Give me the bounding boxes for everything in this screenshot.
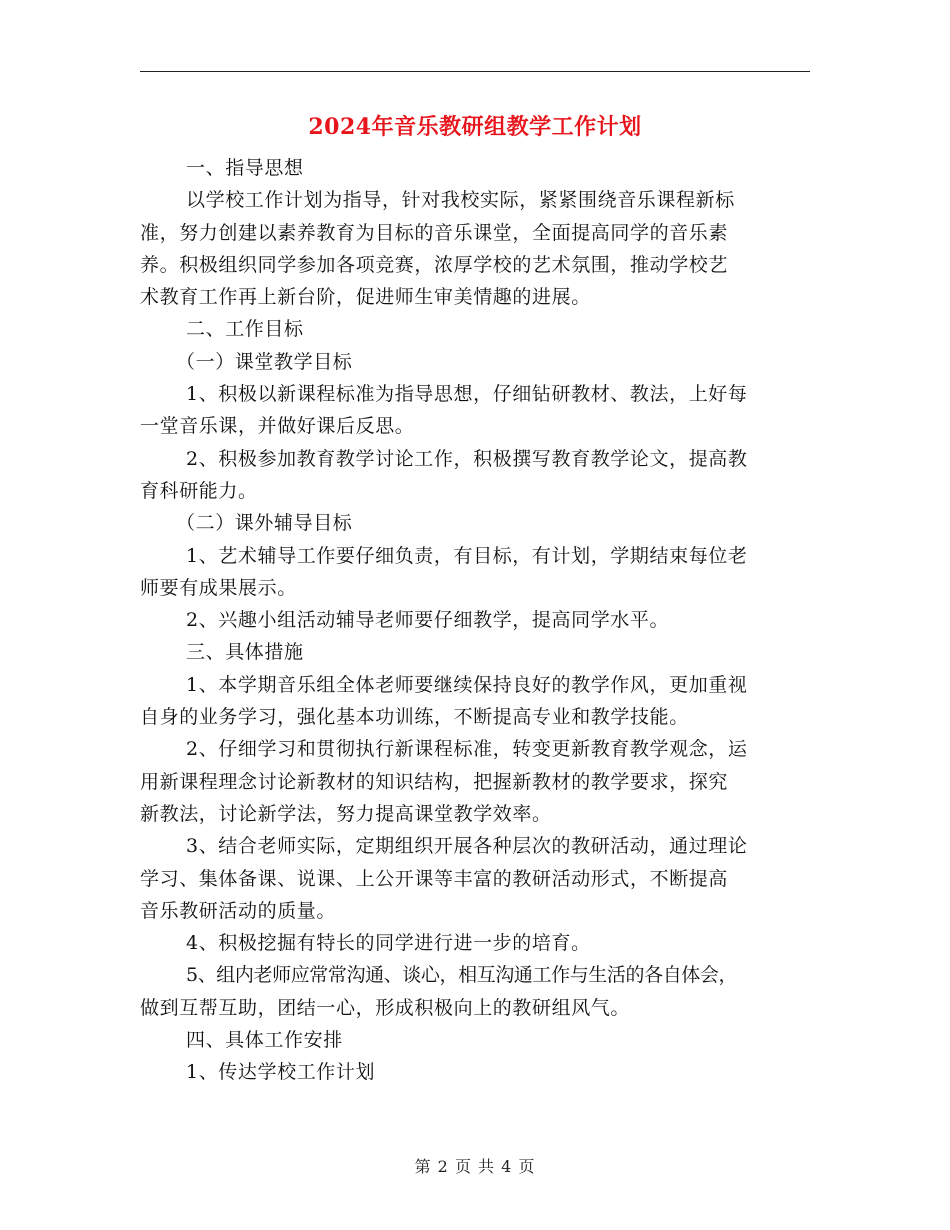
paragraph-line: 2、仔细学习和贯彻执行新课程标准，转变更新教育教学观念，运 (186, 738, 748, 761)
heading-specific-measures: 三、具体措施 (186, 641, 304, 664)
paragraph-line: 2、兴趣小组活动辅导老师要仔细教学，提高同学水平。 (186, 609, 670, 632)
paragraph-line: 2、积极参加教育教学讨论工作，积极撰写教育教学论文，提高教 (186, 447, 748, 470)
header-rule (140, 71, 810, 72)
paragraph-line: 师要有成果展示。 (140, 576, 297, 599)
paragraph-line: 3、结合老师实际，定期组织开展各种层次的教研活动，通过理论 (186, 835, 748, 858)
paragraph-line: 1、传达学校工作计划 (186, 1061, 376, 1084)
subheading-extracurricular-goals: （二）课外辅导目标 (176, 512, 353, 535)
paragraph-line: 学习、集体备课、说课、上公开课等丰富的教研活动形式，不断提高 (140, 867, 729, 890)
paragraph-line: 自身的业务学习，强化基本功训练，不断提高专业和教学技能。 (140, 706, 689, 729)
document-title: 2024年音乐教研组教学工作计划 (308, 114, 642, 140)
paragraph-line: 做到互帮互助，团结一心，形成积极向上的教研组风气。 (140, 996, 631, 1019)
paragraph-line: 以学校工作计划为指导，针对我校实际，紧紧围绕音乐课程新标 (186, 189, 735, 212)
paragraph-line: 准，努力创建以素养教育为目标的音乐课堂，全面提高同学的音乐素 (140, 221, 729, 244)
subheading-classroom-goals: （一）课堂教学目标 (176, 350, 353, 373)
paragraph-line: 1、艺术辅导工作要仔细负责，有目标，有计划，学期结束每位老 (186, 544, 748, 567)
paragraph-line: 1、本学期音乐组全体老师要继续保持良好的教学作风，更加重视 (186, 673, 748, 696)
paragraph-line: 5、组内老师应常常沟通、谈心，相互沟通工作与生活的各自体会， (186, 964, 738, 987)
heading-guiding-ideology: 一、指导思想 (186, 157, 304, 179)
document-body (140, 152, 812, 1089)
paragraph-line: 术教育工作再上新台阶，促进师生审美情趣的进展。 (140, 286, 591, 309)
paragraph-line: 一堂音乐课，并做好课后反思。 (140, 415, 415, 438)
paragraph-line: 新教法，讨论新学法，努力提高课堂教学效率。 (140, 802, 552, 825)
paragraph-line: 用新课程理念讨论新教材的知识结构，把握新教材的教学要求，探究 (140, 770, 729, 793)
paragraph-line: 音乐教研活动的质量。 (140, 899, 337, 922)
paragraph-line: 1、积极以新课程标准为指导思想，仔细钻研教材、教法，上好每 (186, 383, 748, 406)
heading-work-arrangement: 四、具体工作安排 (186, 1029, 343, 1052)
page-number-footer: 第 2 页 共 4 页 (414, 1157, 536, 1176)
paragraph-line: 育科研能力。 (140, 479, 258, 502)
paragraph-line: 4、积极挖掘有特长的同学进行进一步的培育。 (186, 932, 591, 955)
paragraph-line: 养。积极组织同学参加各项竞赛，浓厚学校的艺术氛围，推动学校艺 (140, 253, 729, 276)
heading-work-goals: 二、工作目标 (186, 318, 304, 341)
